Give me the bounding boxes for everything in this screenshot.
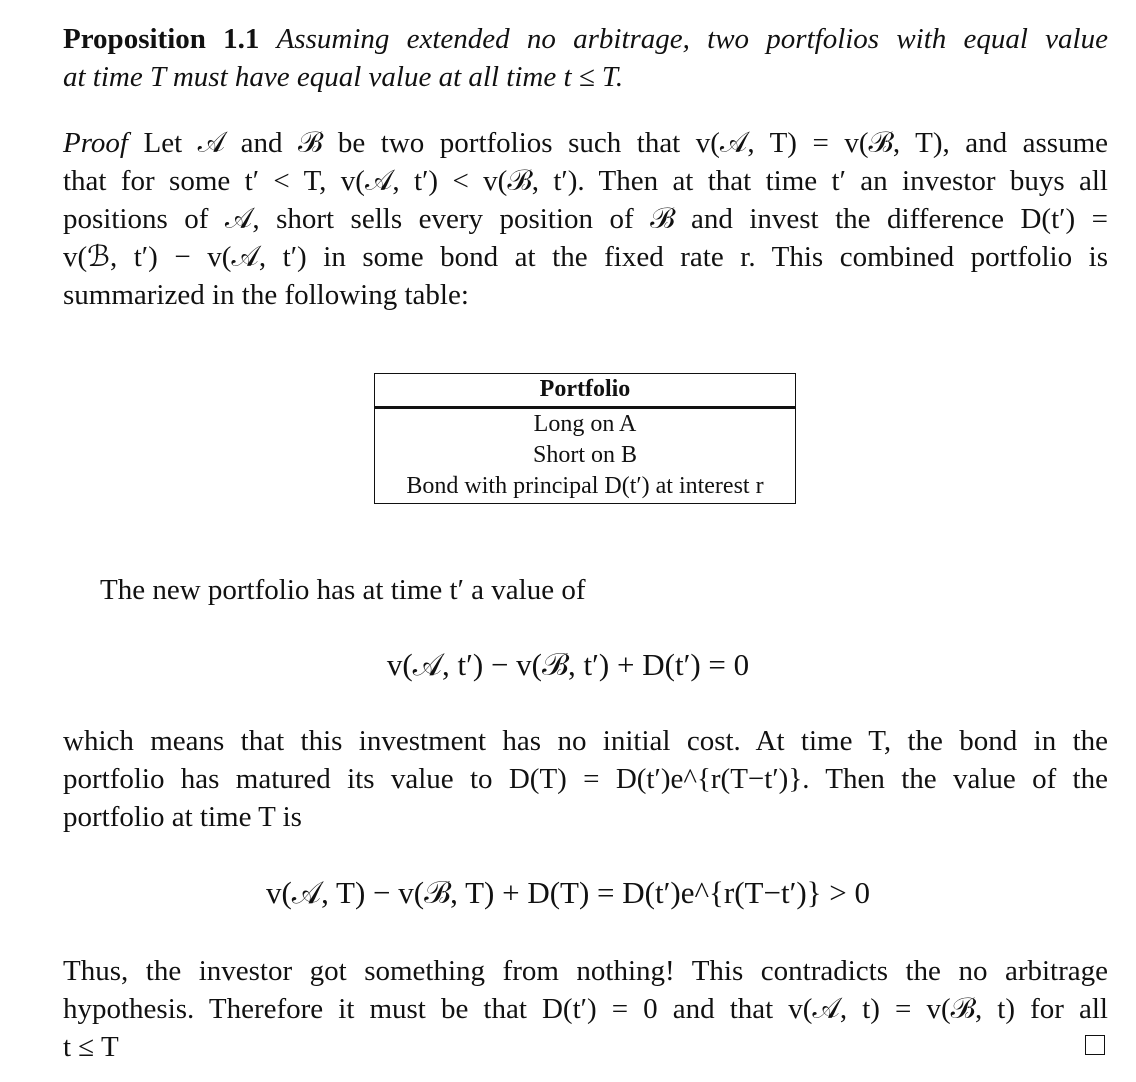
paragraph-3-line-3: portfolio at time T is <box>63 801 302 833</box>
equation-final-value: v(𝒜, T) − v(ℬ, T) + D(T) = D(t′)e^{r(T−t′)} > 0 <box>265 875 871 910</box>
paragraph-4-line-1: Thus, the investor got something from nothing! This contradicts the no arbitrage <box>63 955 1108 987</box>
proof-line-5: summarized in the following table: <box>63 279 469 311</box>
proof-line-2: that for some t′ < T, v(𝒜, t′) < v(ℬ, t′). Then at that time t′ an investor buys all <box>63 165 1108 197</box>
proof-line-1 <box>63 124 1108 162</box>
proposition-text-1: Assuming extended no arbitrage, two portfolios with equal value <box>276 23 1108 55</box>
paragraph-4-line-3: t ≤ T <box>63 1031 119 1063</box>
paragraph-3-line-1: which means that this investment has no initial cost. At time T, the bond in the <box>63 725 1108 757</box>
table-header: Portfolio <box>375 374 795 409</box>
proposition-text-2: at time T must have equal value at all time t ≤ T. <box>63 61 624 93</box>
paragraph-3-line-2: portfolio has matured its value to D(T) = D(t′)e^{r(T−t′)}. Then the value of the <box>63 763 1108 795</box>
paragraph-new-portfolio: The new portfolio has at time t′ a value of <box>100 574 586 606</box>
table-row: Bond with principal D(t′) at interest r <box>406 473 764 499</box>
portfolio-table <box>374 373 796 504</box>
proof-line-3: positions of 𝒜, short sells every position of ℬ and invest the difference D(t′) = <box>63 203 1108 235</box>
proposition-label: Proposition 1.1 <box>63 23 260 55</box>
table-row: Long on A <box>533 411 637 437</box>
proof-line-4: v(ℬ, t′) − v(𝒜, t′) in some bond at the fixed rate r. This combined portfolio is <box>63 241 1108 273</box>
proposition-line-1 <box>63 20 1108 58</box>
proof-text-1: Let 𝒜 and ℬ be two portfolios such that v(𝒜, T) = v(ℬ, T), and assume <box>143 127 1109 159</box>
paragraph-4-line-2: hypothesis. Therefore it must be that D(t′) = 0 and that v(𝒜, t) = v(ℬ, t) for all <box>63 993 1108 1025</box>
proof-label: Proof <box>63 127 128 159</box>
equation-initial-value: v(𝒜, t′) − v(ℬ, t′) + D(t′) = 0 <box>386 647 750 682</box>
qed-box-icon <box>1085 1035 1105 1055</box>
table-row: Short on B <box>532 442 637 468</box>
